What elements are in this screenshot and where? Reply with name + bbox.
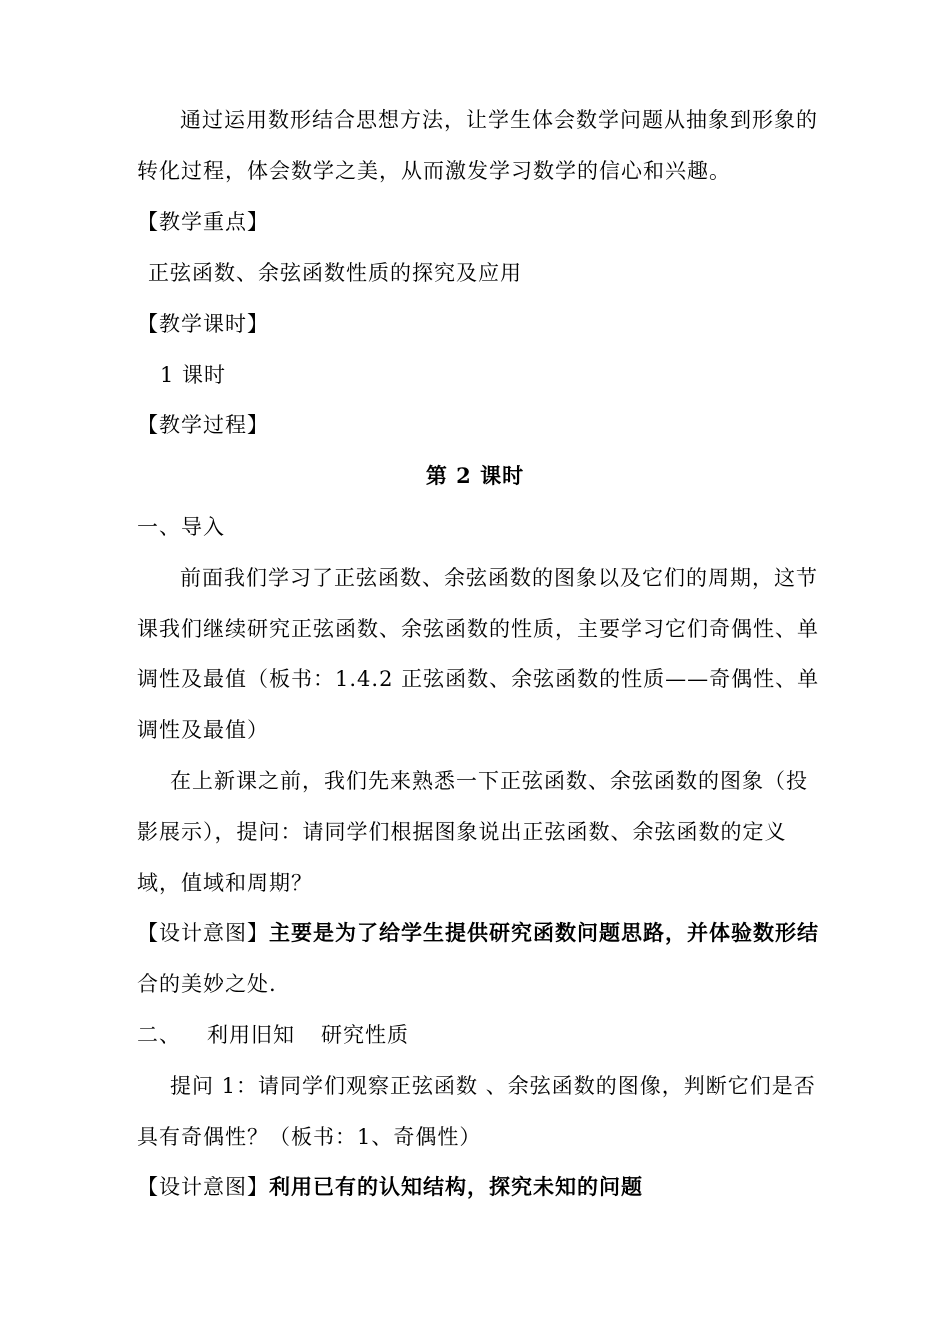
design-intent-1-line-2: 合的美妙之处. <box>137 972 277 996</box>
design-intent-label: 【设计意图】 <box>137 1175 269 1199</box>
design-intent-1-line-1 <box>137 920 837 946</box>
section-use-old-knowledge <box>137 1022 837 1048</box>
intro-paragraph-line-3: 调性及最值（板书：1.4.2 正弦函数、余弦函数的性质——奇偶性、单 <box>137 667 820 691</box>
teaching-focus-content: 正弦函数、余弦函数性质的探究及应用 <box>148 261 522 285</box>
heading-teaching-process: 【教学过程】 <box>137 413 269 437</box>
objective-line-1: 通过运用数形结合思想方法，让学生体会数学问题从抽象到形象的 <box>180 108 818 132</box>
review-paragraph-line-3: 域，值域和周期？ <box>137 871 313 895</box>
question-1-line-2: 具有奇偶性？（板书：1、奇偶性） <box>137 1125 482 1149</box>
question-1-line-1: 提问 1：请同学们观察正弦函数 、余弦函数的图像，判断它们是否 <box>170 1074 816 1098</box>
heading-class-hours: 【教学课时】 <box>137 312 269 336</box>
lesson-title: 第 2 课时 <box>425 463 525 488</box>
heading-teaching-focus: 【教学重点】 <box>137 210 269 234</box>
section-introduction: 一、导入 <box>137 515 225 539</box>
section-2-part-a: 利用旧知 <box>207 1023 295 1047</box>
intro-paragraph-line-1: 前面我们学习了正弦函数、余弦函数的图象以及它们的周期，这节 <box>180 566 818 590</box>
design-intent-1-text: 主要是为了给学生提供研究函数问题思路，并体验数形结 <box>269 920 819 945</box>
design-intent-label: 【设计意图】 <box>137 921 269 945</box>
intro-paragraph-line-2: 课我们继续研究正弦函数、余弦函数的性质，主要学习它们奇偶性、单 <box>137 617 819 641</box>
design-intent-2 <box>137 1174 837 1200</box>
design-intent-2-text: 利用已有的认知结构，探究未知的问题 <box>269 1174 643 1199</box>
review-paragraph-line-2: 影展示），提问：请同学们根据图象说出正弦函数、余弦函数的定义 <box>137 820 787 844</box>
objective-line-2: 转化过程，体会数学之美，从而激发学习数学的信心和兴趣。 <box>137 159 731 183</box>
intro-paragraph-line-4: 调性及最值） <box>137 718 269 742</box>
section-2-number: 二、 <box>137 1023 181 1047</box>
section-2-part-b: 研究性质 <box>321 1023 409 1047</box>
class-hours-content: 1 课时 <box>160 363 227 387</box>
review-paragraph-line-1: 在上新课之前，我们先来熟悉一下正弦函数、余弦函数的图象（投 <box>170 769 808 793</box>
